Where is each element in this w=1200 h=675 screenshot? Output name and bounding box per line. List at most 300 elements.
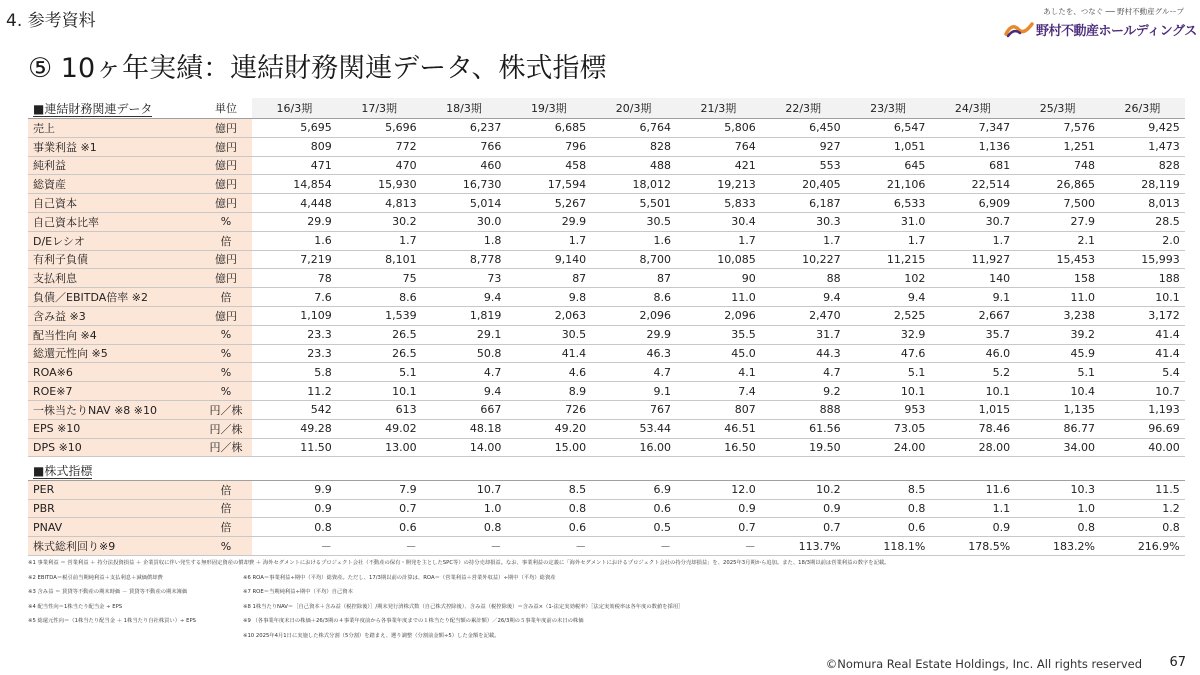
cell-value: 9,425 [1100, 119, 1185, 138]
cell-value: 542 [252, 400, 337, 419]
cell-value: 28.5 [1100, 212, 1185, 231]
table-row [28, 212, 1185, 231]
cell-value: 0.9 [761, 499, 846, 518]
row-unit: % [200, 325, 252, 344]
cell-value: 16.50 [676, 438, 761, 457]
cell-value: 772 [337, 137, 422, 156]
cell-value: 13.00 [337, 438, 422, 457]
table-row [28, 325, 1185, 344]
cell-value: 24.00 [846, 438, 931, 457]
cell-value: 1.0 [1015, 499, 1100, 518]
section-label: 4. 参考資料 [6, 11, 96, 31]
cell-value: 1,015 [930, 400, 1015, 419]
cell-value: 0.8 [1100, 518, 1185, 537]
table-header-row [28, 98, 1185, 119]
cell-value: 828 [1100, 156, 1185, 175]
footnote: ※5 総還元性向＝（1株当たり配当金 ＋ 1株当たり自社株買い）÷ EPS [28, 618, 197, 624]
cell-value: 40.00 [1100, 438, 1185, 457]
cell-value: 888 [761, 400, 846, 419]
row-unit: 億円 [200, 250, 252, 269]
footnote: ※3 含み益 ＝ 賃貸等不動産の期末時価 － 賃貸等不動産の期末簿価 [28, 589, 188, 595]
row-unit: 億円 [200, 137, 252, 156]
row-label: PNAV [28, 518, 200, 537]
cell-value: 86.77 [1015, 419, 1100, 438]
cell-value: 471 [252, 156, 337, 175]
row-label: PER [28, 480, 200, 499]
table-row [28, 363, 1185, 382]
row-label: ROE※7 [28, 382, 200, 401]
cell-value: 681 [930, 156, 1015, 175]
cell-value: 6,909 [930, 194, 1015, 213]
cell-value: 0.6 [846, 518, 931, 537]
cell-value: 2,063 [506, 306, 591, 325]
cell-value: 78 [252, 269, 337, 288]
table-row [28, 518, 1185, 537]
header-spacer [252, 462, 1185, 480]
cell-value: 0.8 [506, 499, 591, 518]
cell-value: 6,685 [506, 119, 591, 138]
cell-value: 1.1 [930, 499, 1015, 518]
cell-value: 15.00 [506, 438, 591, 457]
cell-value: 47.6 [846, 344, 931, 363]
unit-header: 単位 [200, 98, 252, 119]
cell-value: 49.20 [506, 419, 591, 438]
cell-value: 8.6 [591, 288, 676, 307]
cell-value: 0.7 [337, 499, 422, 518]
row-label: DPS ※10 [28, 438, 200, 457]
cell-value: 113.7% [761, 537, 846, 556]
cell-value: 29.1 [422, 325, 507, 344]
row-label: 有利子負債 [28, 250, 200, 269]
cell-value: 7,219 [252, 250, 337, 269]
table-row [28, 480, 1185, 499]
cell-value: 4.7 [761, 363, 846, 382]
cell-value: － [506, 537, 591, 556]
cell-value: 1.7 [337, 231, 422, 250]
cell-value: 5.1 [1015, 363, 1100, 382]
row-unit: 円／株 [200, 438, 252, 457]
cell-value: 0.7 [676, 518, 761, 537]
cell-value: 8,101 [337, 250, 422, 269]
cell-value: 48.18 [422, 419, 507, 438]
cell-value: 5,014 [422, 194, 507, 213]
cell-value: 28.00 [930, 438, 1015, 457]
cell-value: 53.44 [591, 419, 676, 438]
row-unit: 億円 [200, 194, 252, 213]
cell-value: 50.8 [422, 344, 507, 363]
table-row [28, 288, 1185, 307]
cell-value: 26.5 [337, 344, 422, 363]
cell-value: 748 [1015, 156, 1100, 175]
cell-value: 10.1 [1100, 288, 1185, 307]
cell-value: 667 [422, 400, 507, 419]
cell-value: 2,525 [846, 306, 931, 325]
cell-value: 30.2 [337, 212, 422, 231]
cell-value: 9.4 [422, 382, 507, 401]
cell-value: 46.51 [676, 419, 761, 438]
cell-value: 10.1 [337, 382, 422, 401]
logo-mark-icon [1004, 20, 1034, 38]
footnote: ※7 ROE＝当期純利益÷期中（平均）自己資本 [243, 589, 353, 595]
cell-value: 11.50 [252, 438, 337, 457]
cell-value: 30.5 [506, 325, 591, 344]
cell-value: 0.8 [422, 518, 507, 537]
cell-value: 12.0 [676, 480, 761, 499]
cell-value: 29.9 [506, 212, 591, 231]
cell-value: 16.00 [591, 438, 676, 457]
cell-value: 6.9 [591, 480, 676, 499]
cell-value: 726 [506, 400, 591, 419]
cell-value: 87 [591, 269, 676, 288]
cell-value: 30.0 [422, 212, 507, 231]
cell-value: 0.9 [930, 518, 1015, 537]
table-row [28, 382, 1185, 401]
table-header-row [28, 462, 1185, 480]
cell-value: 10.7 [422, 480, 507, 499]
cell-value: 488 [591, 156, 676, 175]
cell-value: 470 [337, 156, 422, 175]
footnote: ※6 ROA＝事業利益÷期中（平均）総資産。ただし、17/3期以前の計算は、ROA＝（営業利益＋営業外収益）÷期中（平均）総資産 [243, 574, 556, 581]
cell-value: 9.1 [930, 288, 1015, 307]
footnote: ※1 事業利益 ＝ 営業利益 ＋ 持分法投資損益 ＋ 企業買収に伴い発生する無形固定資産の償却費 ＋ 海外セグメントにおけるプロジェクト会社（不動産の保有・開発を主としたSPC等）の持分売却損益。なお、事業利益の定義に「海外セグメントにおけるプロジェクト会社の持分売却損益」を、2025年3月期から追加。また、18/3期以前は営業利益の数字を記載。 [28, 560, 890, 566]
cell-value: 9.1 [591, 382, 676, 401]
cell-value: － [676, 537, 761, 556]
period-header: 23/3期 [846, 98, 931, 119]
cell-value: 421 [676, 156, 761, 175]
cell-value: 10.2 [761, 480, 846, 499]
cell-value: 3,172 [1100, 306, 1185, 325]
cell-value: 41.4 [1100, 344, 1185, 363]
cell-value: 14.00 [422, 438, 507, 457]
cell-value: 49.28 [252, 419, 337, 438]
cell-value: 32.9 [846, 325, 931, 344]
cell-value: 9.4 [846, 288, 931, 307]
cell-value: 90 [676, 269, 761, 288]
cell-value: 4.7 [422, 363, 507, 382]
row-label: ROA※6 [28, 363, 200, 382]
row-unit: 億円 [200, 306, 252, 325]
cell-value: 18,012 [591, 175, 676, 194]
cell-value: 1.7 [846, 231, 931, 250]
row-unit: 円／株 [200, 400, 252, 419]
cell-value: 0.6 [591, 499, 676, 518]
cell-value: 807 [676, 400, 761, 419]
cell-value: 1,539 [337, 306, 422, 325]
cell-value: 0.9 [252, 499, 337, 518]
cell-value: 16,730 [422, 175, 507, 194]
row-label: 事業利益 ※1 [28, 137, 200, 156]
table-row [28, 499, 1185, 518]
row-unit: % [200, 537, 252, 556]
period-header: 26/3期 [1100, 98, 1185, 119]
cell-value: 9.4 [761, 288, 846, 307]
table-row [28, 175, 1185, 194]
cell-value: 34.00 [1015, 438, 1100, 457]
row-unit: % [200, 363, 252, 382]
row-unit: 億円 [200, 269, 252, 288]
cell-value: 216.9% [1100, 537, 1185, 556]
cell-value: 8.9 [506, 382, 591, 401]
cell-value: 1.6 [252, 231, 337, 250]
cell-value: 7.4 [676, 382, 761, 401]
cell-value: 9.9 [252, 480, 337, 499]
cell-value: 828 [591, 137, 676, 156]
cell-value: 0.6 [337, 518, 422, 537]
cell-value: 553 [761, 156, 846, 175]
row-label: 負債／EBITDA倍率 ※2 [28, 288, 200, 307]
row-label: 売上 [28, 119, 200, 138]
cell-value: 8.5 [506, 480, 591, 499]
cell-value: － [422, 537, 507, 556]
cell-value: 1.2 [1100, 499, 1185, 518]
cell-value: 46.3 [591, 344, 676, 363]
cell-value: 49.02 [337, 419, 422, 438]
cell-value: 5.8 [252, 363, 337, 382]
table-row [28, 438, 1185, 457]
cell-value: 1,193 [1100, 400, 1185, 419]
row-unit: 倍 [200, 231, 252, 250]
cell-value: － [337, 537, 422, 556]
cell-value: 1.7 [761, 231, 846, 250]
cell-value: 9.2 [761, 382, 846, 401]
cell-value: 0.7 [761, 518, 846, 537]
cell-value: 140 [930, 269, 1015, 288]
cell-value: 10.4 [1015, 382, 1100, 401]
cell-value: 1,136 [930, 137, 1015, 156]
cell-value: 1.7 [676, 231, 761, 250]
cell-value: 2,096 [676, 306, 761, 325]
cell-value: 766 [422, 137, 507, 156]
cell-value: 29.9 [591, 325, 676, 344]
cell-value: 767 [591, 400, 676, 419]
footnote: ※9 （各事業年度末日の株価＋26/3期の４事業年度前から各事業年度までの１株当たり配当額の累計額）／26/3期の５事業年度前の末日の株価 [243, 618, 584, 624]
table-row [28, 400, 1185, 419]
footnote: ※8 1株当たりNAV＝［自己資本＋含み益（税控除後）］/期末発行済株式数（自己株式控除後）、含み益（税控除後）＝含み益×（1-法定実効税率）［法定実効税率は各年度の数値を採用］ [243, 603, 684, 610]
cell-value: 0.8 [252, 518, 337, 537]
period-header: 24/3期 [930, 98, 1015, 119]
cell-value: 953 [846, 400, 931, 419]
cell-value: 9,140 [506, 250, 591, 269]
table-row [28, 419, 1185, 438]
table-row [28, 537, 1185, 556]
cell-value: 61.56 [761, 419, 846, 438]
row-label: 一株当たりNAV ※8 ※10 [28, 400, 200, 419]
cell-value: 6,187 [761, 194, 846, 213]
row-label: 総還元性向 ※5 [28, 344, 200, 363]
cell-value: 35.5 [676, 325, 761, 344]
cell-value: 26,865 [1015, 175, 1100, 194]
cell-value: 188 [1100, 269, 1185, 288]
cell-value: 7,500 [1015, 194, 1100, 213]
cell-value: 23.3 [252, 325, 337, 344]
cell-value: 1.8 [422, 231, 507, 250]
cell-value: 613 [337, 400, 422, 419]
cell-value: 9.4 [422, 288, 507, 307]
cell-value: 75 [337, 269, 422, 288]
cell-value: 5.2 [930, 363, 1015, 382]
cell-value: 1.0 [422, 499, 507, 518]
cell-value: 460 [422, 156, 507, 175]
cell-value: 4,448 [252, 194, 337, 213]
page-title: ⑤ 10ヶ年実績：連結財務関連データ、株式指標 [28, 53, 607, 84]
cell-value: 6,547 [846, 119, 931, 138]
cell-value: 6,237 [422, 119, 507, 138]
cell-value: 10,227 [761, 250, 846, 269]
cell-value: 20,405 [761, 175, 846, 194]
row-label: 配当性向 ※4 [28, 325, 200, 344]
footnotes [28, 556, 1178, 643]
cell-value: 23.3 [252, 344, 337, 363]
cell-value: 118.1% [846, 537, 931, 556]
row-label: 純利益 [28, 156, 200, 175]
section-title: ■連結財務関連データ [28, 98, 200, 119]
footnote: ※10 2025年4月1日に実施した株式分割（5分割）を踏まえ、遡り調整（分割前金額÷5）した金額を記載。 [243, 632, 500, 639]
cell-value: 5,695 [252, 119, 337, 138]
table-row [28, 137, 1185, 156]
copyright: ©Nomura Real Estate Holdings, Inc. All rights reserved [825, 657, 1142, 671]
row-label: EPS ※10 [28, 419, 200, 438]
cell-value: 46.0 [930, 344, 1015, 363]
cell-value: 5.1 [337, 363, 422, 382]
cell-value: 30.5 [591, 212, 676, 231]
row-unit: 億円 [200, 175, 252, 194]
table-row [28, 156, 1185, 175]
cell-value: 10.7 [1100, 382, 1185, 401]
cell-value: 29.9 [252, 212, 337, 231]
cell-value: 41.4 [506, 344, 591, 363]
cell-value: 764 [676, 137, 761, 156]
row-unit: 億円 [200, 119, 252, 138]
cell-value: 0.8 [1015, 518, 1100, 537]
cell-value: 44.3 [761, 344, 846, 363]
cell-value: 0.5 [591, 518, 676, 537]
cell-value: 796 [506, 137, 591, 156]
table-row [28, 231, 1185, 250]
cell-value: － [252, 537, 337, 556]
cell-value: 11.2 [252, 382, 337, 401]
cell-value: 11.0 [676, 288, 761, 307]
cell-value: 2,096 [591, 306, 676, 325]
cell-value: 1,473 [1100, 137, 1185, 156]
cell-value: 73 [422, 269, 507, 288]
cell-value: 4.1 [676, 363, 761, 382]
cell-value: 2,470 [761, 306, 846, 325]
row-unit: 円／株 [200, 419, 252, 438]
cell-value: 39.2 [1015, 325, 1100, 344]
cell-value: 5,806 [676, 119, 761, 138]
cell-value: 8,778 [422, 250, 507, 269]
logo-tagline: あしたを、つなぐ ── 野村不動産グループ [1043, 7, 1184, 16]
cell-value: 45.0 [676, 344, 761, 363]
cell-value: 5.4 [1100, 363, 1185, 382]
row-label: 総資産 [28, 175, 200, 194]
table-row [28, 194, 1185, 213]
cell-value: 2,667 [930, 306, 1015, 325]
cell-value: 8,013 [1100, 194, 1185, 213]
logo-name: 野村不動産ホールディングス [1036, 24, 1197, 39]
cell-value: 27.9 [1015, 212, 1100, 231]
period-header: 25/3期 [1015, 98, 1100, 119]
row-label: D/Eレシオ [28, 231, 200, 250]
cell-value: 645 [846, 156, 931, 175]
cell-value: 15,993 [1100, 250, 1185, 269]
cell-value: － [591, 537, 676, 556]
period-header: 22/3期 [761, 98, 846, 119]
cell-value: 8.5 [846, 480, 931, 499]
row-unit: % [200, 382, 252, 401]
cell-value: 5,696 [337, 119, 422, 138]
cell-value: 7,347 [930, 119, 1015, 138]
cell-value: 15,930 [337, 175, 422, 194]
period-header: 20/3期 [591, 98, 676, 119]
company-logo [998, 6, 1197, 40]
cell-value: 0.8 [846, 499, 931, 518]
cell-value: 809 [252, 137, 337, 156]
cell-value: 178.5% [930, 537, 1015, 556]
cell-value: 21,106 [846, 175, 931, 194]
cell-value: 5,833 [676, 194, 761, 213]
cell-value: 4.7 [591, 363, 676, 382]
cell-value: 7.6 [252, 288, 337, 307]
cell-value: 6,533 [846, 194, 931, 213]
cell-value: 26.5 [337, 325, 422, 344]
cell-value: 19,213 [676, 175, 761, 194]
cell-value: 10,085 [676, 250, 761, 269]
cell-value: 73.05 [846, 419, 931, 438]
cell-value: 45.9 [1015, 344, 1100, 363]
cell-value: 14,854 [252, 175, 337, 194]
row-unit: % [200, 212, 252, 231]
table-row [28, 119, 1185, 138]
unit-header-empty [200, 462, 252, 480]
cell-value: 183.2% [1015, 537, 1100, 556]
cell-value: 1,109 [252, 306, 337, 325]
cell-value: 1.7 [506, 231, 591, 250]
footnote: ※2 EBITDA＝税引前当期純利益＋支払利息＋減価償却費 [28, 574, 163, 581]
cell-value: 1.6 [591, 231, 676, 250]
row-unit: 倍 [200, 499, 252, 518]
cell-value: 8.6 [337, 288, 422, 307]
cell-value: 28,119 [1100, 175, 1185, 194]
cell-value: 87 [506, 269, 591, 288]
cell-value: 6,764 [591, 119, 676, 138]
footnote: ※4 配当性向＝1株当たり配当金 ÷ EPS [28, 603, 123, 610]
cell-value: 2.1 [1015, 231, 1100, 250]
cell-value: 1,135 [1015, 400, 1100, 419]
row-label: 支払利息 [28, 269, 200, 288]
table-row [28, 344, 1185, 363]
cell-value: 1,251 [1015, 137, 1100, 156]
cell-value: 22,514 [930, 175, 1015, 194]
row-unit: 倍 [200, 288, 252, 307]
row-unit: 億円 [200, 156, 252, 175]
row-label: 含み益 ※3 [28, 306, 200, 325]
cell-value: 0.9 [676, 499, 761, 518]
period-header: 17/3期 [337, 98, 422, 119]
row-unit: % [200, 344, 252, 363]
cell-value: 31.7 [761, 325, 846, 344]
cell-value: 88 [761, 269, 846, 288]
row-unit: 倍 [200, 518, 252, 537]
stock-indicator-table [28, 462, 1185, 556]
period-header: 16/3期 [252, 98, 337, 119]
table-row [28, 250, 1185, 269]
cell-value: 10.1 [930, 382, 1015, 401]
cell-value: 158 [1015, 269, 1100, 288]
row-label: 株式総利回り※9 [28, 537, 200, 556]
cell-value: 0.6 [506, 518, 591, 537]
cell-value: 458 [506, 156, 591, 175]
